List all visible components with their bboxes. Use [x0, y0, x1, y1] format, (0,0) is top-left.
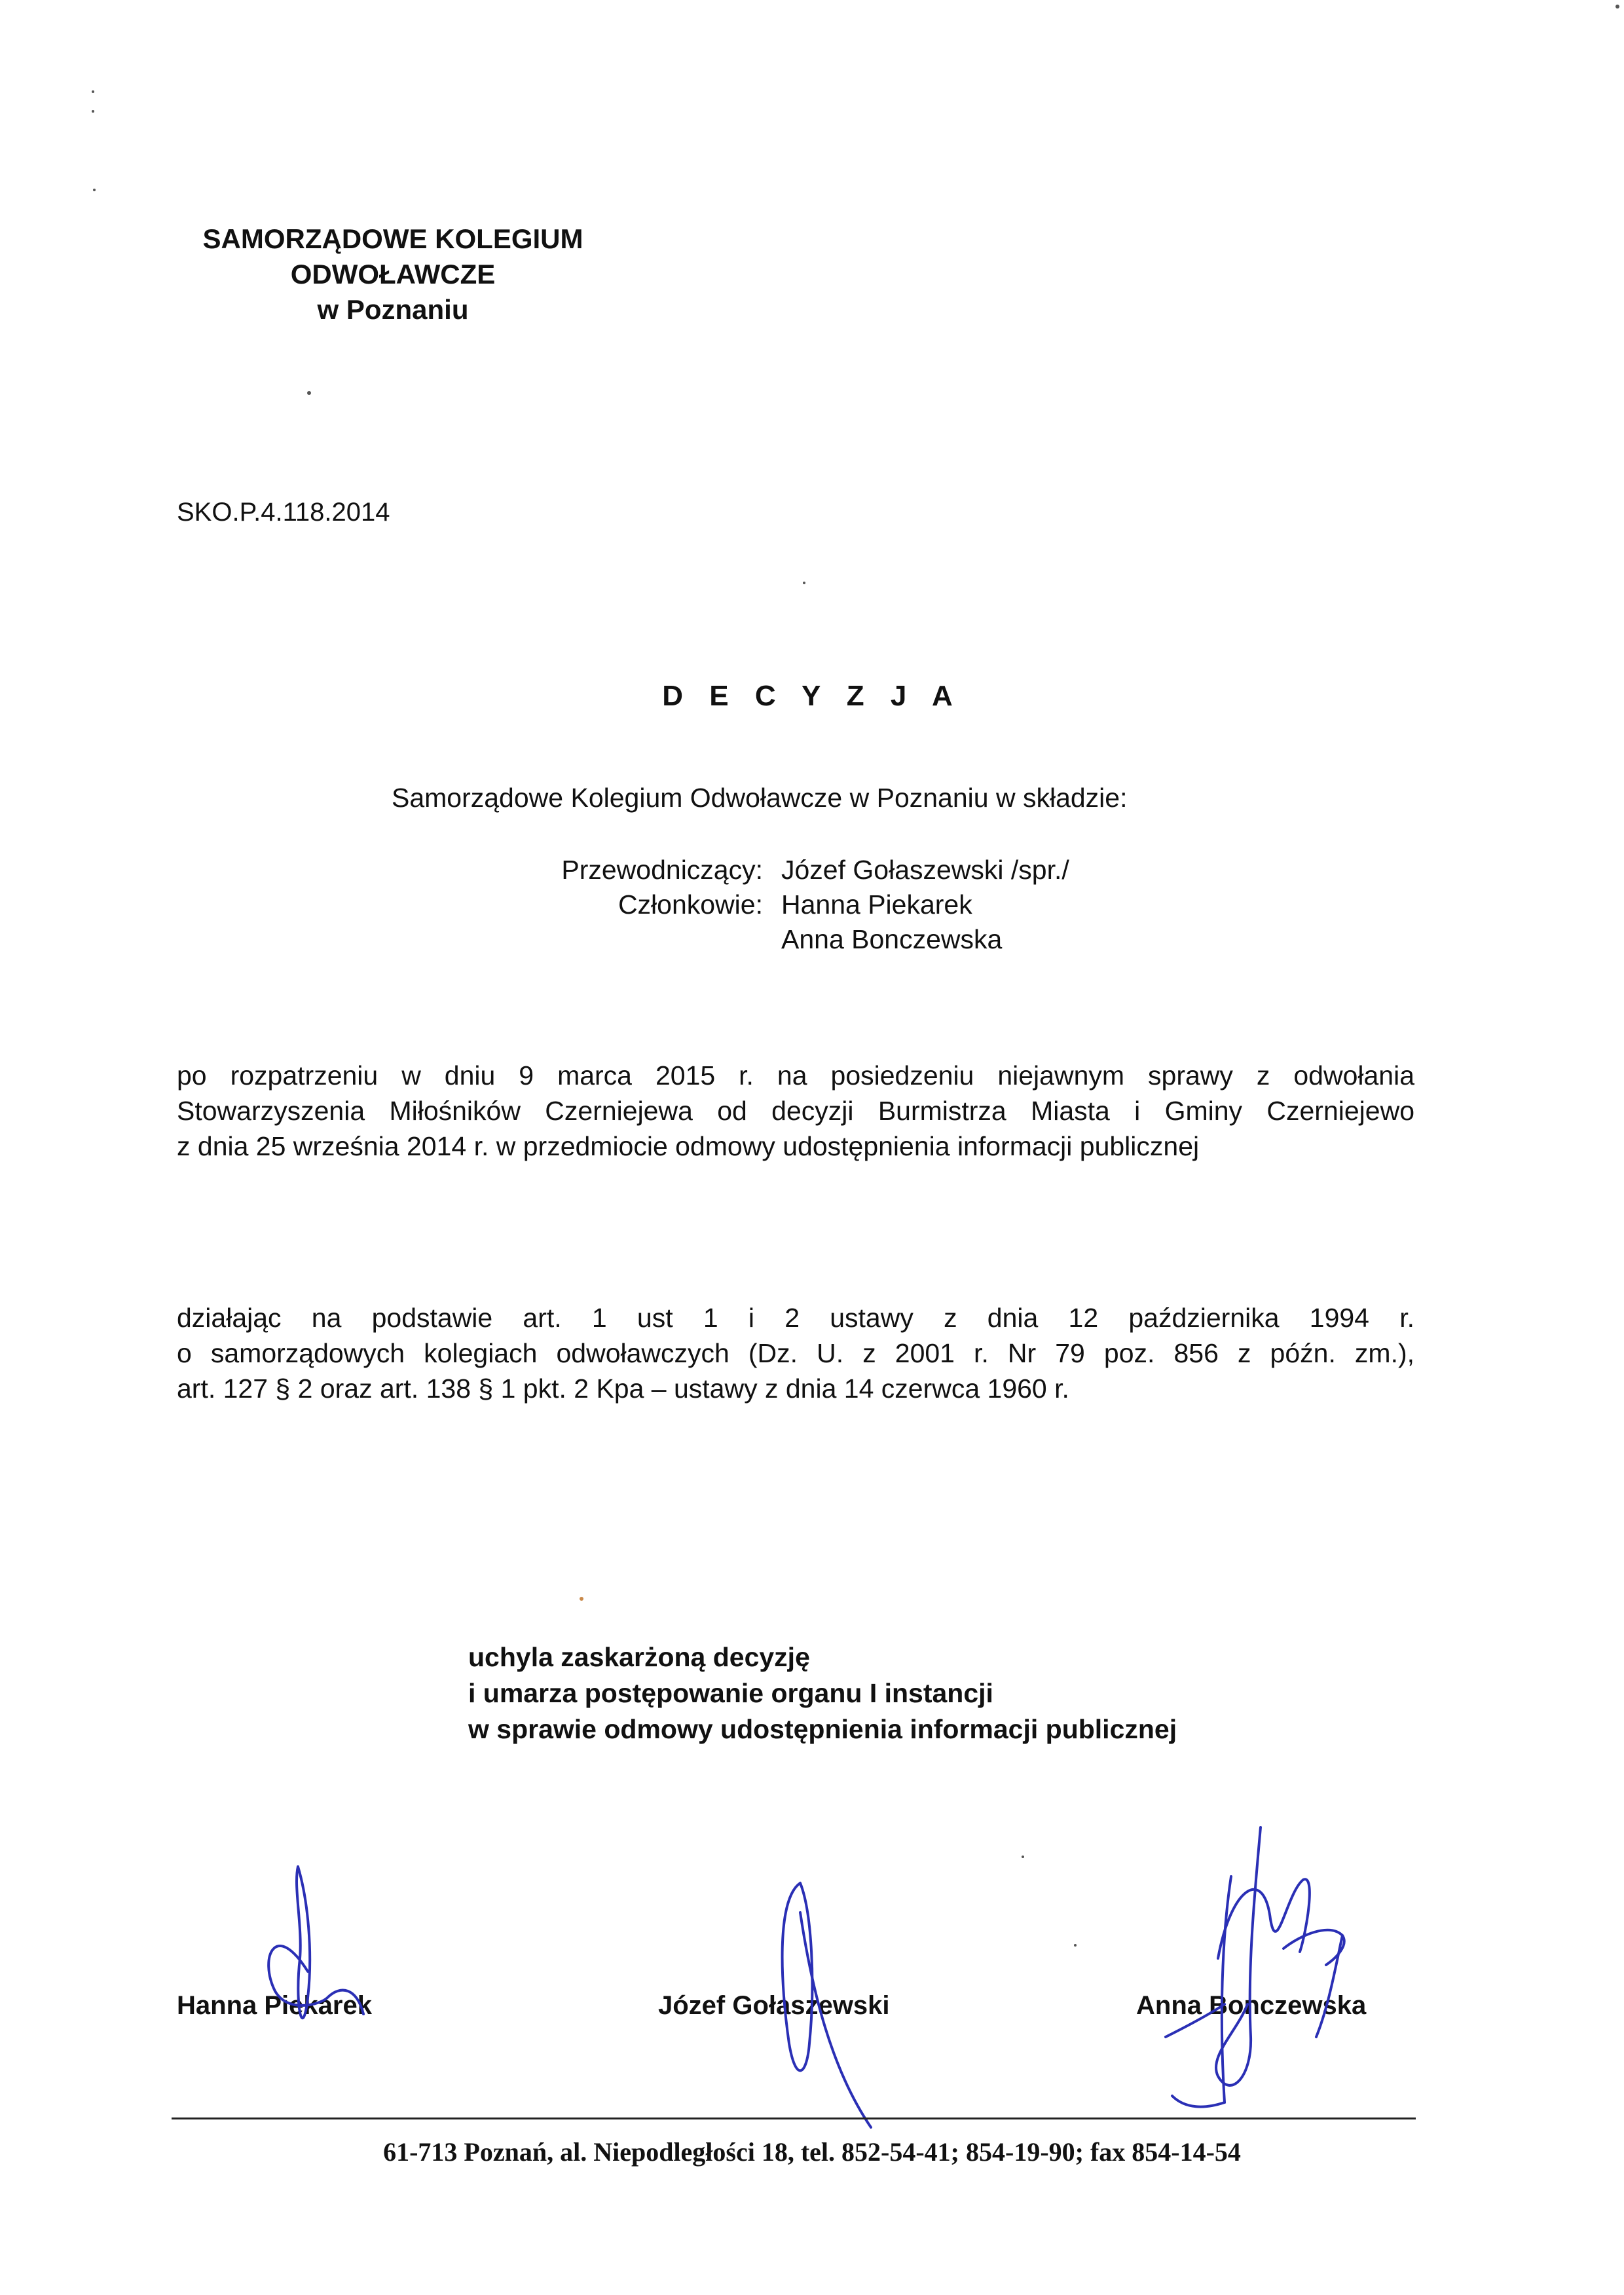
scan-speck — [92, 110, 94, 113]
chair-name: Józef Gołaszewski /spr./ — [781, 855, 1069, 885]
paragraph-line: Stowarzyszenia Miłośników Czerniejewa od decyzji Burmistrza Miasta i Gminy Czerniejewo — [177, 1096, 1414, 1126]
paragraph-line: o samorządowych kolegiach odwoławczych (Dz. U. z 2001 r. Nr 79 poz. 856 z późn. zm.), — [177, 1338, 1414, 1368]
paragraph-line: z dnia 25 września 2014 r. w przedmiocie odmowy udostępnienia informacji publicznej — [177, 1131, 1200, 1161]
composition-intro: Samorządowe Kolegium Odwoławcze w Poznaniu w składzie: — [392, 783, 1128, 813]
signature-name-center: Józef Gołaszewski — [658, 1991, 890, 2020]
scan-speck — [1022, 1856, 1024, 1858]
member-name: Anna Bonczewska — [781, 924, 1003, 954]
institution-name-line1: SAMORZĄDOWE KOLEGIUM — [202, 223, 583, 254]
case-reference-number: SKO.P.4.118.2014 — [177, 498, 390, 527]
members-label: Członkowie: — [618, 889, 763, 920]
paragraph-line: art. 127 § 2 oraz art. 138 § 1 pkt. 2 Kpa – ustawy z dnia 14 czerwca 1960 r. — [177, 1373, 1069, 1404]
scan-speck — [92, 90, 94, 93]
scan-speck — [1615, 5, 1619, 9]
ruling-line: w sprawie odmowy udostępnienia informacji publicznej — [468, 1714, 1177, 1744]
scan-speck — [803, 582, 805, 584]
signature-name-right: Anna Bonczewska — [1136, 1991, 1367, 2020]
institution-location: w Poznaniu — [317, 294, 469, 325]
signature-name-left: Hanna Piekarek — [177, 1991, 372, 2020]
institution-name-line2: ODWOŁAWCZE — [290, 259, 496, 289]
paragraph-line: działając na podstawie art. 1 ust 1 i 2 ustawy z dnia 12 października 1994 r. — [177, 1303, 1414, 1333]
paragraph-line: po rozpatrzeniu w dniu 9 marca 2015 r. na posiedzeniu niejawnym sprawy z odwołania — [177, 1060, 1414, 1091]
member-name: Hanna Piekarek — [781, 889, 972, 920]
scan-speck — [93, 189, 96, 191]
footer-address: 61-713 Poznań, al. Niepodległości 18, tel. 852-54-41; 854-19-90; fax 854-14-54 — [383, 2137, 1241, 2167]
document-title: D E C Y Z J A — [662, 680, 962, 712]
ruling-line: i umarza postępowanie organu I instancji — [468, 1678, 993, 1708]
chair-label: Przewodniczący: — [561, 855, 763, 885]
ruling-line: uchyla zaskarżoną decyzję — [468, 1642, 810, 1672]
scan-speck — [307, 391, 311, 395]
scan-speck — [580, 1597, 583, 1601]
scan-speck — [1074, 1944, 1077, 1947]
